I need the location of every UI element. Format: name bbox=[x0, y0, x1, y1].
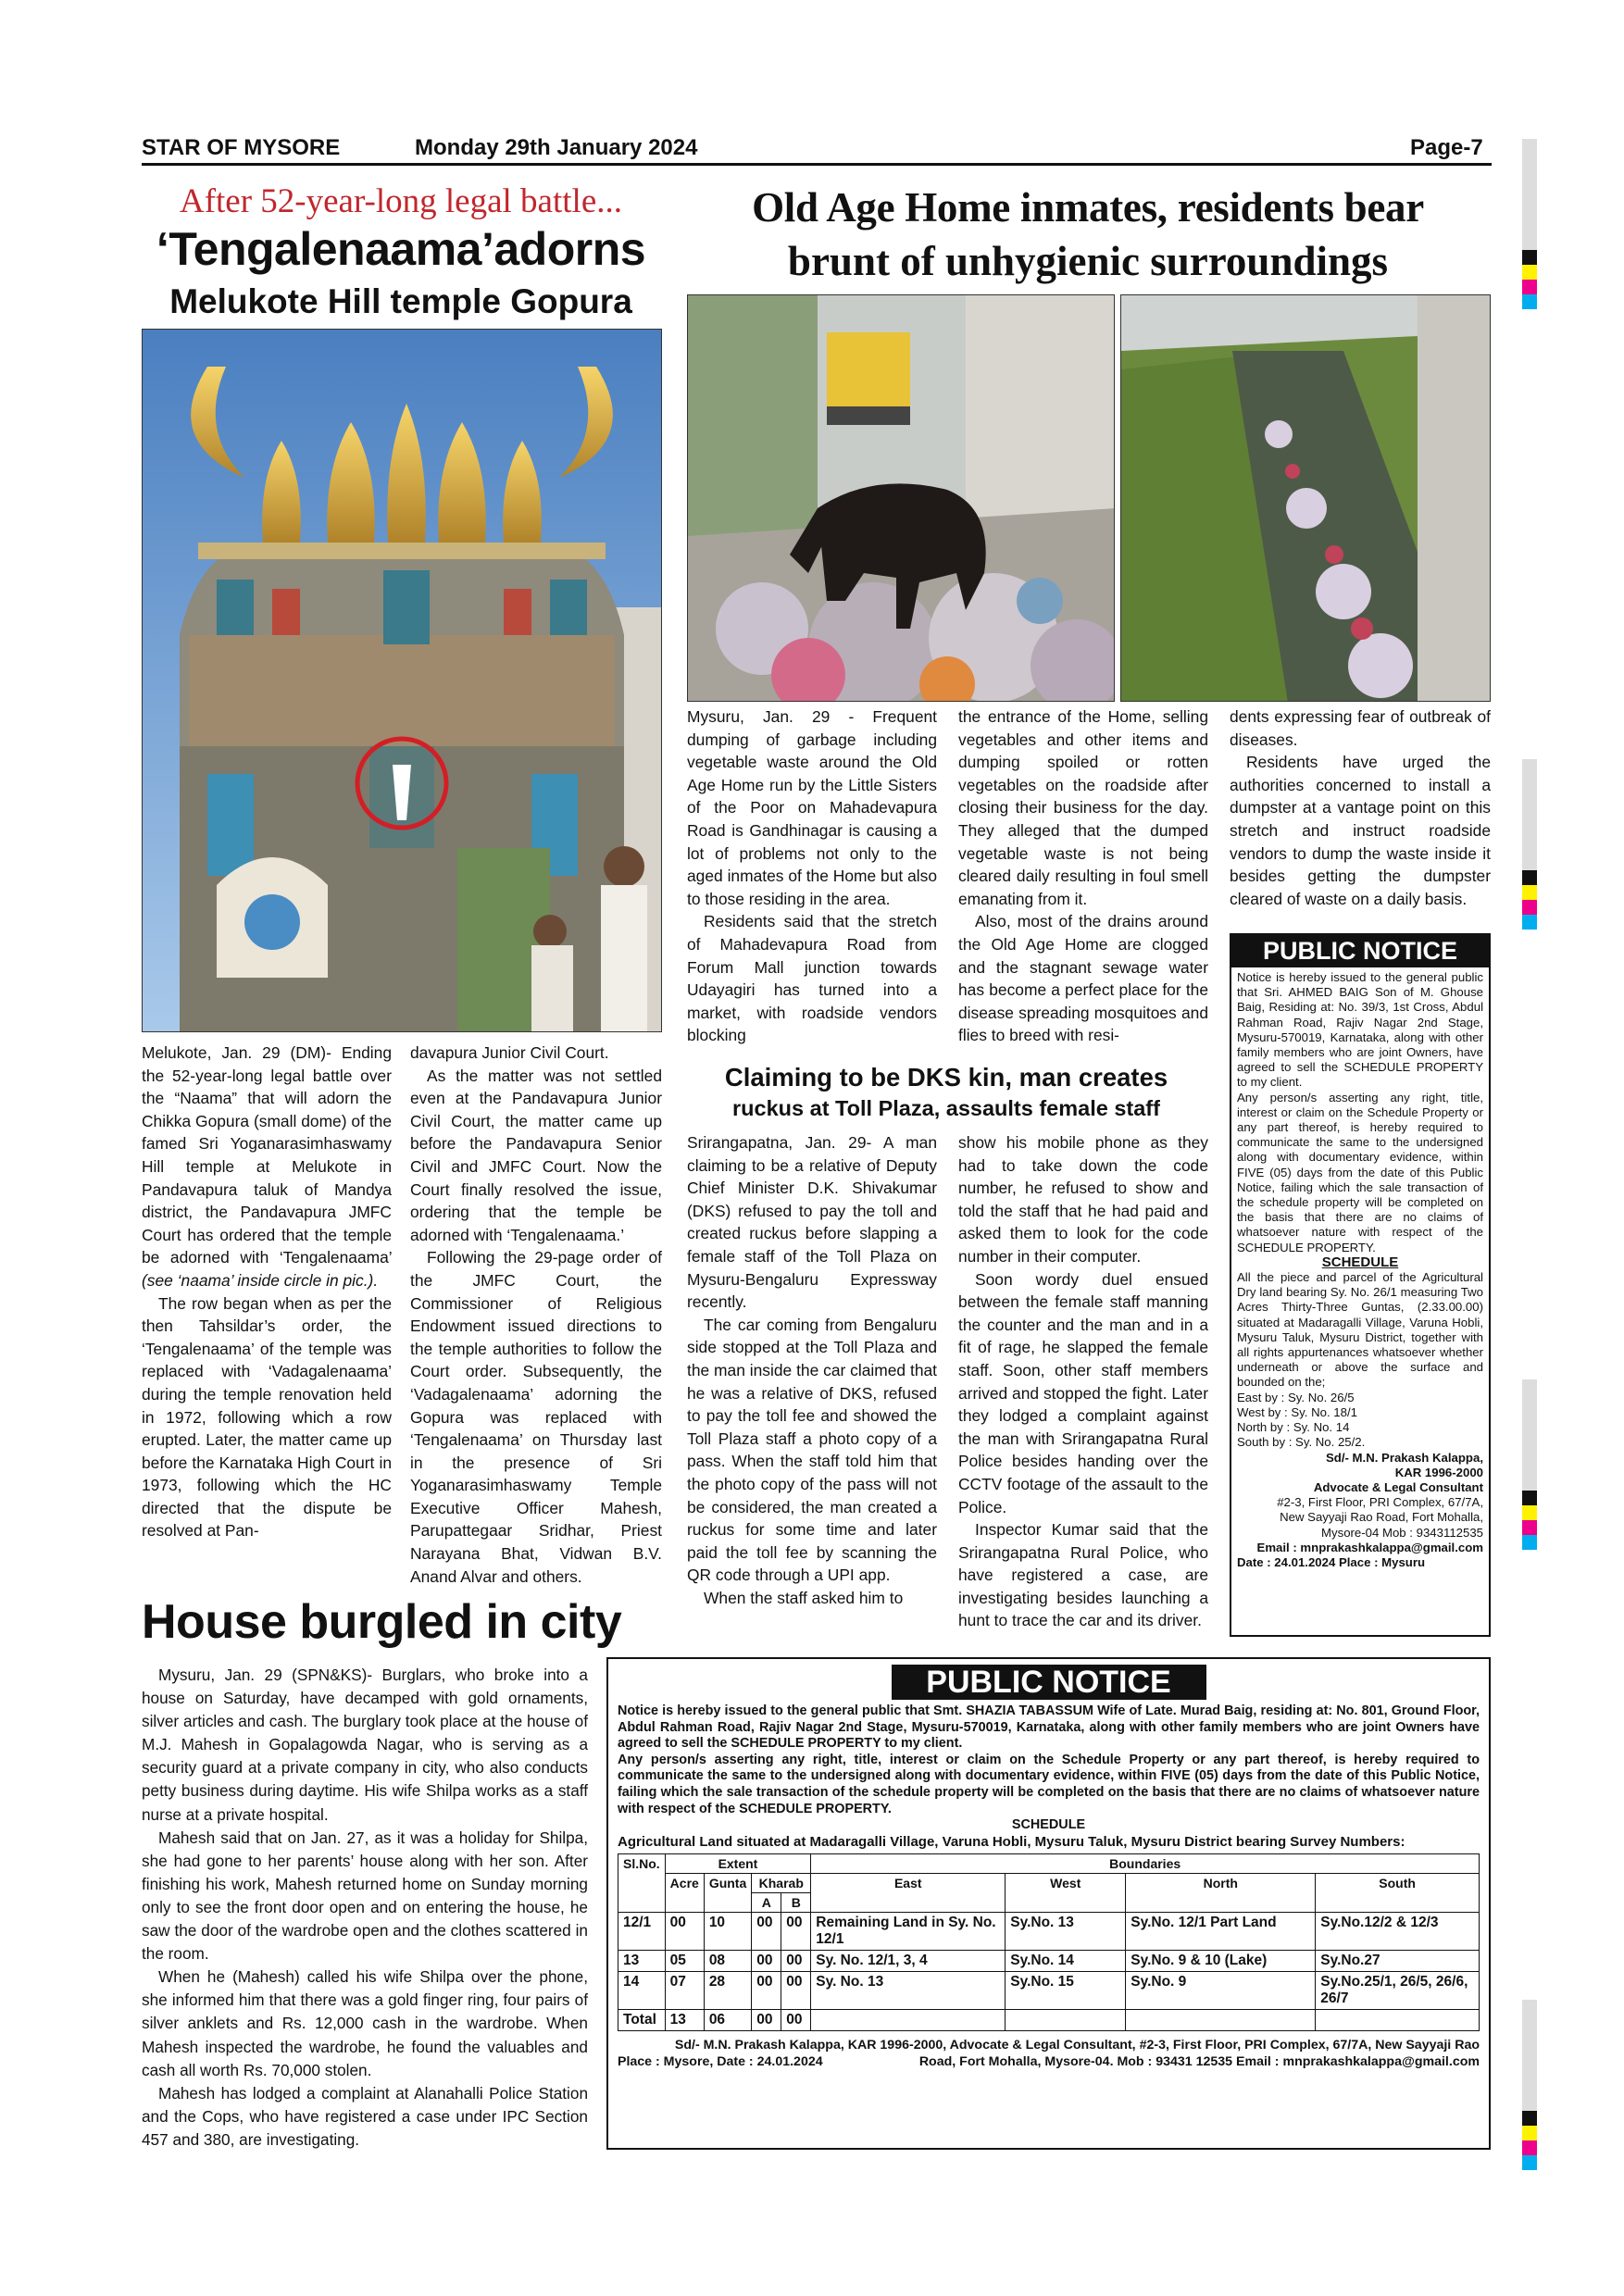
reg-black bbox=[1522, 2111, 1537, 2126]
table-cell: 00 bbox=[752, 2010, 781, 2031]
notice-1-sign: #2-3, First Floor, PRI Complex, 67/7A, bbox=[1277, 1495, 1483, 1510]
table-cell: 07 bbox=[665, 1972, 704, 2010]
notice-1-sign: Mysore-04 Mob : 9343112535 bbox=[1321, 1525, 1483, 1540]
table-cell bbox=[811, 2010, 1006, 2031]
notice-1-sign: Advocate & Legal Consultant bbox=[1313, 1479, 1483, 1494]
col-header-slno: Sl.No. bbox=[618, 1854, 666, 1913]
reg-cyan bbox=[1522, 2155, 1537, 2170]
table-cell: 13 bbox=[618, 1951, 666, 1972]
notice-2-para: Any person/s asserting any right, title, interest or claim on the Schedule Property or any part thereof, is hereby required to communicate the same to the undersigned along with documentary evidence, within FIVE (05) days from the date of this Public Notice, failing which the sale transaction of the schedule property will be completed on the basis that there are no claims of whatsoever nature with respect of the SCHEDULE PROPERTY. bbox=[618, 1752, 1480, 1816]
burglary-para: Mahesh has lodged a complaint at Alanahalli Police Station and the Cops, who have registered a case under IPC Section 457 and 380, are investigating. bbox=[142, 2083, 588, 2149]
col-header-south: South bbox=[1316, 1874, 1480, 1913]
notice-1-title: PUBLIC NOTICE bbox=[1231, 935, 1489, 967]
notice-1-body bbox=[1231, 967, 1489, 1573]
table-cell: 00 bbox=[665, 1913, 704, 1951]
notice-1-bound: North by : Sy. No. 14 bbox=[1237, 1420, 1350, 1435]
gopura-para: As the matter was not settled even at the Pandavapura Junior Civil Court, the matter came up before the Pandavapura Senior Civil and JMFC Court. Now the Court finally resolved the issue, ordering that the temple be adorned with ‘Tengalenaama.’ bbox=[410, 1066, 662, 1244]
oldage-para: Residents have urged the authorities concerned to install a dumpster at a vantage point on this stretch and instruct roadside vendors to dump the waste inside it besides getting the dumpster cleared of waste on a daily basis. bbox=[1230, 753, 1491, 908]
oldage-column-1 bbox=[687, 705, 937, 1047]
burglary-para: Mahesh said that on Jan. 27, as it was a holiday for Shilpa, she had gone to her parents’ house along with her son. After finishing his work, Mahesh returned home on Sunday morning only to see the front door open and on entering the house, he saw the door of the wardrobe open and the clothes scattered in the room. bbox=[142, 1828, 588, 1964]
oldage-para: the entrance of the Home, selling vegetables and other items and dumping spoiled or rotten vegetables on the roadside after closing their business for the day. They alleged that the dumped vegetable waste is not being cleared daily resulting in foul smell emanating from it. bbox=[958, 707, 1208, 908]
margin-strip bbox=[1522, 759, 1537, 870]
paper-name: STAR OF MYSORE bbox=[142, 135, 341, 160]
notice-1-email: Email : mnprakashkalappa@gmail.com bbox=[1256, 1540, 1483, 1554]
reg-yellow bbox=[1522, 1505, 1537, 1520]
notice-1-para: Any person/s asserting any right, title, interest or claim on the Schedule Property or any part thereof, is hereby required to communicate the same to the undersigned along with documentary evidence, within FIVE (05) days from the date of this Public Notice, failing which the sale transaction of the schedule property will be completed on the basis that there are no claims of whatsoever nature with respect of the SCHEDULE PROPERTY. bbox=[1237, 1090, 1483, 1254]
reg-cyan bbox=[1522, 1535, 1537, 1550]
oldage-para: Also, most of the drains around the Old Age Home are clogged and the stagnant sewage water has become a perfect place for the disease spreading mosquitoes and flies to breed with resi- bbox=[958, 912, 1208, 1045]
table-cell: 28 bbox=[704, 1972, 751, 2010]
header-rule bbox=[142, 163, 1492, 166]
page-number: Page-7 bbox=[1410, 135, 1483, 160]
dks-column-2 bbox=[958, 1131, 1208, 1632]
reg-magenta bbox=[1522, 900, 1537, 915]
oldage-para: Residents said that the stretch of Mahadevapura Road from Forum Mall junction towards Udayagiri has turned into a market, with roadside vendors blocking bbox=[687, 912, 937, 1045]
table-cell: Sy.No. 9 bbox=[1126, 1972, 1316, 2010]
table-cell: 00 bbox=[781, 1972, 811, 2010]
reg-yellow bbox=[1522, 265, 1537, 280]
reg-cyan bbox=[1522, 915, 1537, 930]
table-cell: Sy.No.12/2 & 12/3 bbox=[1316, 1913, 1480, 1951]
reg-magenta bbox=[1522, 2140, 1537, 2155]
reg-black bbox=[1522, 1491, 1537, 1505]
table-cell: Sy.No. 13 bbox=[1006, 1913, 1126, 1951]
margin-strip bbox=[1522, 1379, 1537, 1491]
garbage-cow-photo bbox=[687, 294, 1115, 702]
notice-2-place-date: Place : Mysore, Date : 24.01.2024 bbox=[618, 2054, 823, 2070]
reg-cyan bbox=[1522, 294, 1537, 309]
dks-para: Srirangapatna, Jan. 29- A man claiming to be a relative of Deputy Chief Minister D.K. Shivakumar (DKS) refused to pay the toll and created ruckus before slapping a female staff of the Toll Plaza on Mysuru-Bengaluru Expressway recently. bbox=[687, 1133, 937, 1312]
col-header-west: West bbox=[1006, 1874, 1126, 1913]
gopura-subheadline: Melukote Hill temple Gopura bbox=[169, 282, 632, 320]
oldage-para: Mysuru, Jan. 29 - Frequent dumping of garbage including vegetable waste around the Old Age Home run by the Little Sisters of the Poor on Mahadevapura Road is Gandhinagar is causing a lot of problems not only to the aged inmates of the Home but also to those residing in the area. bbox=[687, 707, 937, 908]
notice-1-schedule: All the piece and parcel of the Agricultural Dry land bearing Sy. No. 26/1 measuring Two Acres Thirty-Three Guntas, (2.33.00.00) situated at Madaragalli Village, Varuna Hobli, Mysuru Taluk, Mysuru District, together with all rights appurtenances whatsoever whether underneath or above the surface and bounded on the; bbox=[1237, 1270, 1483, 1390]
notice-2-schedule-line: Agricultural Land situated at Madaragalli Village, Varuna Hobli, Mysuru Taluk, Mysuru District bearing Survey Numbers: bbox=[618, 1833, 1405, 1850]
table-cell: Total bbox=[618, 2010, 666, 2031]
table-cell: 00 bbox=[752, 1951, 781, 1972]
public-notice-1 bbox=[1230, 933, 1491, 1637]
oldage-column-2 bbox=[958, 705, 1208, 1047]
notice-1-bound: South by : Sy. No. 25/2. bbox=[1237, 1435, 1366, 1450]
table-cell: 00 bbox=[781, 2010, 811, 2031]
table-cell: Remaining Land in Sy. No. 12/1 bbox=[811, 1913, 1006, 1951]
gopura-kicker: After 52-year-long legal battle... bbox=[179, 182, 622, 220]
table-cell: Sy.No.27 bbox=[1316, 1951, 1480, 1972]
margin-strip bbox=[1522, 139, 1537, 250]
table-row bbox=[618, 1951, 1480, 1972]
reg-yellow bbox=[1522, 2126, 1537, 2140]
col-header-gunta: Gunta bbox=[704, 1874, 751, 1913]
col-header-extent: Extent bbox=[665, 1854, 811, 1874]
dks-para: The car coming from Bengaluru side stopped at the Toll Plaza and the man inside the car claimed that he was a relative of DKS, refused to pay the toll fee and showed the Toll Plaza staff a photo copy of a pass. When the staff told him that the photo copy of the pass will not be considered, the man created a ruckus for some time and later paid the toll fee by scanning the QR code through a UPI app. bbox=[687, 1315, 937, 1585]
table-cell: 00 bbox=[781, 1913, 811, 1951]
oldage-headline-2: brunt of unhygienic surroundings bbox=[787, 238, 1389, 284]
dks-para: Inspector Kumar said that the Srirangapatna Rural Police, who have registered a case, are investigating besides launching a hunt to trace the car and its driver. bbox=[958, 1520, 1208, 1630]
notice-2-sign: Sd/- M.N. Prakash Kalappa, KAR 1996-2000, Advocate & Legal Consultant, #2-3, First Floor, PRI Complex, 67/7A, New Sayyaji Rao bbox=[674, 2038, 1480, 2053]
notice-2-schedule-title: SCHEDULE bbox=[1011, 1817, 1086, 1833]
table-cell: Sy.No.25/1, 26/5, 26/6, 26/7 bbox=[1316, 1972, 1480, 2010]
burglary-para: Mysuru, Jan. 29 (SPN&KS)- Burglars, who broke into a house on Saturday, have decamped with gold ornaments, silver articles and cash. The burglary took place at the house of M.J. Mahesh in Gopalagowda Nagar, who is serving as a security guard at a private company in city, who also conducts petty business during daytime. His wife Shilpa works as a staff nurse at a private hospital. bbox=[142, 1666, 588, 1824]
notice-2-body bbox=[618, 1703, 1480, 1850]
gopura-column-2 bbox=[410, 1042, 662, 1588]
notice-1-sign: Sd/- M.N. Prakash Kalappa, bbox=[1325, 1450, 1483, 1465]
temple-gopura-photo bbox=[142, 329, 662, 1032]
reg-black bbox=[1522, 870, 1537, 885]
table-cell: 06 bbox=[704, 2010, 751, 2031]
col-header-kharab-b: B bbox=[781, 1893, 811, 1913]
table-cell bbox=[1006, 2010, 1126, 2031]
oldage-para: dents expressing fear of outbreak of diseases. bbox=[1230, 707, 1491, 749]
margin-strip bbox=[1522, 2000, 1537, 2111]
table-cell bbox=[1126, 2010, 1316, 2031]
burglary-para: When he (Mahesh) called his wife Shilpa over the phone, she informed him that there was a gold finger ring, four pairs of silver anklets and Rs. 12,000 cash in the wardrobe. When Mahesh inspected the wardrobe, he found the valuables and cash all worth Rs. 70,000 stolen. bbox=[142, 1967, 588, 2079]
gopura-column-1 bbox=[142, 1042, 392, 1542]
schedule-table-body bbox=[618, 1913, 1480, 2031]
gopura-para: davapura Junior Civil Court. bbox=[410, 1043, 609, 1062]
gopura-para: Melukote, Jan. 29 (DM)- Ending the 52-year-long legal battle over the “Naama” that will adorn the Chikka Gopura (small dome) of the famed Sri Yoganarasimhaswamy Hill temple at Melukote in Pandavapura taluk of Mandya district, the Pandavapura JMFC Court has ordered that the temple be adorned with ‘Tengalenaama’ bbox=[142, 1043, 392, 1267]
table-row bbox=[618, 1972, 1480, 2010]
table-cell: Sy.No. 12/1 Part Land bbox=[1126, 1913, 1316, 1951]
table-cell: 10 bbox=[704, 1913, 751, 1951]
notice-1-bound: East by : Sy. No. 26/5 bbox=[1237, 1390, 1355, 1404]
table-cell: Sy.No. 9 & 10 (Lake) bbox=[1126, 1951, 1316, 1972]
col-header-kharab: Kharab bbox=[752, 1874, 811, 1893]
dks-para: Soon wordy duel ensued between the female staff manning the counter and the man and in a fit of rage, he slapped the female staff. Soon, other staff members arrived and stopped the fight. Later they lodged a complaint against the man with Srirangapatna Rural Police besides handing over the CCTV footage of the assault to the Police. bbox=[958, 1269, 1208, 1516]
table-cell: 14 bbox=[618, 1972, 666, 2010]
reg-magenta bbox=[1522, 1520, 1537, 1535]
notice-1-sign: New Sayyaji Rao Road, Fort Mohalla, bbox=[1280, 1510, 1483, 1525]
table-cell: 00 bbox=[752, 1913, 781, 1951]
table-cell: 00 bbox=[781, 1951, 811, 1972]
table-cell bbox=[1316, 2010, 1480, 2031]
notice-1-para: Notice is hereby issued to the general public that Sri. AHMED BAIG Son of M. Ghouse Baig, Residing at: No. 39/3, 1st Cross, Abdul Rahman Road, Rajiv Nagar 2nd Stage, Mysuru-570019, Karnataka, along with other family members who are joint Owners, have agreed to sell the SCHEDULE PROPERTY to my client. bbox=[1237, 970, 1483, 1090]
col-header-north: North bbox=[1126, 1874, 1316, 1913]
schedule-table bbox=[618, 1853, 1480, 2031]
table-cell: 05 bbox=[665, 1951, 704, 1972]
gopura-headline: ‘Tengalenaama’adorns bbox=[156, 223, 646, 275]
table-cell: 13 bbox=[665, 2010, 704, 2031]
gopura-caption-note: (see ‘naama’ inside circle in pic.). bbox=[142, 1270, 379, 1290]
oldage-column-3 bbox=[1230, 705, 1491, 910]
gopura-para: The row began when as per the then Tahsildar’s order, the ‘Tengalenaama’ of the temple was replaced with ‘Vadagalenaama’ during the temple renovation held in 1972, following which a row erupted. Later, the matter came up before the Karnataka High Court in 1973, following which the HC directed that the dispute be resolved at Pan- bbox=[142, 1293, 392, 1541]
col-header-acre: Acre bbox=[665, 1874, 704, 1913]
reg-magenta bbox=[1522, 280, 1537, 294]
burglary-headline: House burgled in city bbox=[142, 1595, 622, 1649]
table-cell: Sy. No. 13 bbox=[811, 1972, 1006, 2010]
dks-subheadline: ruckus at Toll Plaza, assaults female staff bbox=[732, 1096, 1160, 1120]
reg-black bbox=[1522, 250, 1537, 265]
oldage-headline: Old Age Home inmates, residents bear bbox=[752, 184, 1424, 231]
table-row bbox=[618, 1913, 1480, 1951]
gopura-para: Following the 29-page order of the JMFC Court, the Commissioner of Religious Endowment issued directions to the temple authorities to follow the Court order. Subsequently, the ‘Vadagalenaama’ adorning the Gopura was replaced with ‘Tengalenaama’ on Thursday last in the presence of Sri Yoganarasimhaswamy Temple Executive Officer Mahesh, Parupattegaar Sridhar, Priest Narayana Bhat, Vidwan B.V. Anand Alvar and others. bbox=[410, 1248, 662, 1586]
public-notice-2 bbox=[606, 1657, 1491, 2150]
clogged-drain-photo bbox=[1120, 294, 1491, 702]
notice-2-title: PUBLIC NOTICE bbox=[892, 1665, 1206, 1700]
notice-1-date-place: Date : 24.01.2024 Place : Mysuru bbox=[1237, 1554, 1426, 1569]
issue-date: Monday 29th January 2024 bbox=[415, 135, 698, 160]
table-cell: Sy.No. 15 bbox=[1006, 1972, 1126, 2010]
col-header-boundaries: Boundaries bbox=[811, 1854, 1480, 1874]
dks-para: show his mobile phone as they had to take down the code number, he refused to show and told the staff that he had paid and asked them to look for the code number in their computer. bbox=[958, 1133, 1208, 1266]
notice-1-sign: KAR 1996-2000 bbox=[1394, 1465, 1483, 1479]
notice-1-bound: West by : Sy. No. 18/1 bbox=[1237, 1404, 1357, 1419]
notice-1-schedule-title: SCHEDULE bbox=[1321, 1254, 1399, 1270]
reg-yellow bbox=[1522, 885, 1537, 900]
col-header-kharab-a: A bbox=[752, 1893, 781, 1913]
dks-para: When the staff asked him to bbox=[704, 1588, 904, 1607]
table-cell: 12/1 bbox=[618, 1913, 666, 1951]
notice-2-para: Notice is hereby issued to the general public that Smt. SHAZIA TABASSUM Wife of Late. Murad Baig, residing at: No. 801, Ground Floor, Abdul Rahman Road, Rajiv Nagar 2nd Stage, Mysuru-570019, Karnataka, along with other family members who are joint Owners have agreed to sell the SCHEDULE PROPERTY to my client. bbox=[618, 1703, 1480, 1752]
table-row bbox=[618, 2010, 1480, 2031]
col-header-east: East bbox=[811, 1874, 1006, 1913]
table-cell: Sy.No. 14 bbox=[1006, 1951, 1126, 1972]
notice-2-footer bbox=[618, 2053, 1480, 2070]
notice-2-sign-2: Road, Fort Mohalla, Mysore-04. Mob : 93431 12535 Email : mnprakashkalappa@gmail.com bbox=[918, 2054, 1480, 2070]
table-cell: Sy. No. 12/1, 3, 4 bbox=[811, 1951, 1006, 1972]
table-cell: 00 bbox=[752, 1972, 781, 2010]
burglary-body bbox=[142, 1664, 588, 2152]
dks-column-1 bbox=[687, 1131, 937, 1609]
table-cell: 08 bbox=[704, 1951, 751, 1972]
dks-headline: Claiming to be DKS kin, man creates bbox=[724, 1063, 1168, 1092]
